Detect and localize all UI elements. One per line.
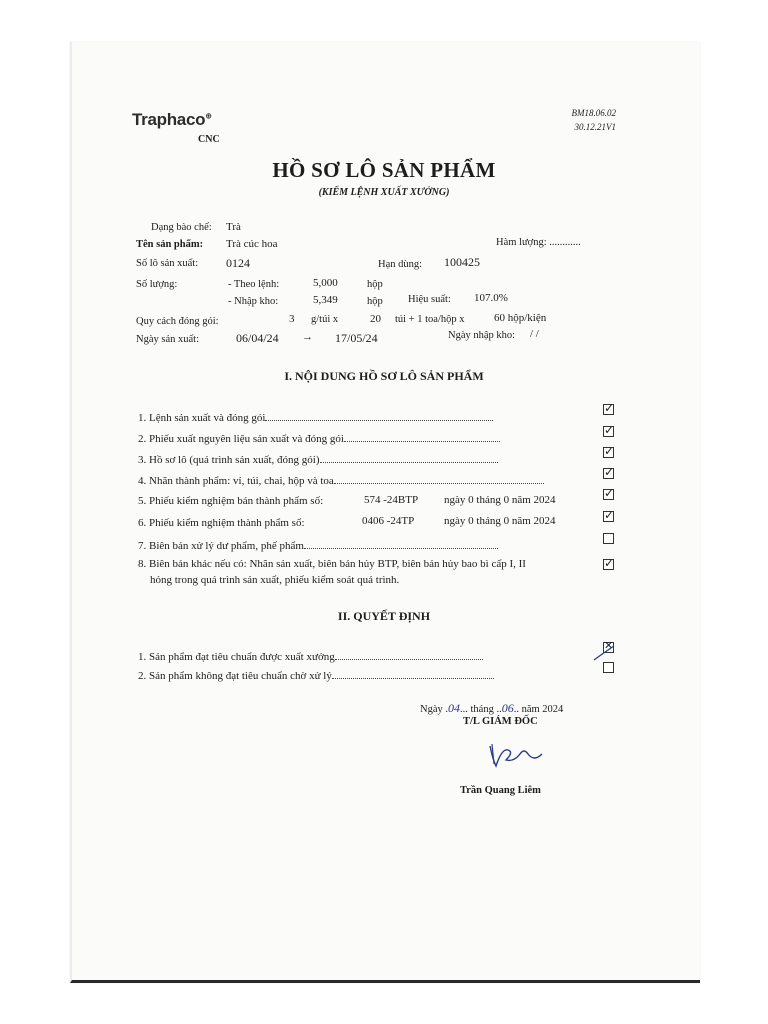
checkbox-item-4[interactable] — [603, 465, 615, 479]
content-item-8-line-2: hỏng trong quá trình sản xuất, phiếu kiểm soát quá trình. — [150, 574, 400, 586]
page-subtitle: (KIỂM LỆNH XUẤT XƯỞNG) — [318, 187, 450, 198]
logo-subtitle: CNC — [198, 134, 220, 145]
warehouse-in-value: 5,349 — [313, 294, 338, 306]
content-item-5: 5. Phiếu kiểm nghiệm bán thành phẩm số: — [138, 495, 324, 507]
dosage-form-label: Dạng bào chế: — [151, 222, 212, 233]
warehouse-date-label: Ngày nhập kho: — [448, 330, 516, 341]
checkbox-item-6[interactable] — [603, 508, 615, 522]
checkbox-item-3[interactable] — [603, 444, 615, 458]
production-date-to: 17/05/24 — [335, 331, 378, 345]
content-item-1: 1. Lệnh sản xuất và đóng gói — [138, 411, 493, 424]
production-date-from: 06/04/24 — [236, 331, 279, 345]
yield-value: 107.0% — [474, 292, 508, 304]
check-icon: ✓ — [604, 556, 615, 570]
product-name-label: Tên sản phẩm: — [136, 239, 204, 250]
decision-item-1: 1. Sản phẩm đạt tiêu chuẩn được xuất xưởng — [138, 650, 483, 663]
signature — [484, 738, 546, 772]
packing-bags: 20 — [370, 313, 381, 325]
content-item-8: 8. Biên bản khác nếu có: Nhãn sản xuất, biên bản hủy BTP, biên bản hủy bao bì cấp I, II — [138, 558, 526, 570]
item-6-date: ngày 0 tháng 0 năm 2024 — [444, 515, 556, 527]
packing-grams-unit: g/túi x — [311, 314, 339, 325]
checkbox-item-5[interactable] — [603, 486, 615, 500]
checkbox-item-8[interactable] — [603, 556, 615, 570]
per-order-value: 5,000 — [313, 277, 338, 289]
warehouse-in-unit: hộp — [367, 296, 383, 307]
per-order-unit: hộp — [367, 279, 383, 290]
section-1-title: I. NỘI DUNG HỒ SƠ LÔ SẢN PHẨM — [284, 369, 484, 383]
form-code: BM18.06.02 — [571, 108, 616, 118]
check-icon: ✓ — [604, 444, 615, 458]
content-item-7: 7. Biên bản xử lý dư phẩm, phế phẩm — [138, 539, 498, 552]
item-5-date: ngày 0 tháng 0 năm 2024 — [444, 494, 556, 506]
check-icon: ✓ — [604, 401, 615, 415]
packing-bags-unit: túi + 1 toa/hộp x — [395, 314, 465, 325]
expiry-label: Hạn dùng: — [378, 259, 423, 270]
item-6-number: 0406 -24TP — [362, 515, 415, 527]
section-2-title: II. QUYẾT ĐỊNH — [337, 609, 431, 623]
check-icon: ✓ — [604, 508, 615, 522]
product-name-value: Trà cúc hoa — [226, 238, 278, 250]
batch-number-label: Số lô sản xuất: — [136, 258, 199, 269]
expiry-value: 100425 — [444, 255, 480, 269]
warehouse-date-value: / / — [530, 328, 539, 340]
checkbox-decision-2[interactable] — [603, 662, 614, 673]
content-item-2: 2. Phiếu xuất nguyên liệu sản xuất và đóng gói — [138, 432, 500, 445]
content-item-6: 6. Phiếu kiểm nghiệm thành phẩm số: — [138, 517, 305, 529]
packing-grams: 3 — [289, 313, 295, 325]
content-item-3: 3. Hồ sơ lô (quá trình sản xuất, đóng gói) — [138, 453, 498, 466]
sign-date: Ngày .04... tháng ..06.. năm 2024 — [420, 701, 564, 715]
signer-role: T/L GIÁM ĐỐC — [463, 716, 538, 727]
yield-label: Hiệu suất: — [408, 294, 451, 305]
page-title: HỒ SƠ LÔ SẢN PHẨM — [272, 158, 496, 182]
check-icon: ✓ — [604, 486, 615, 500]
signer-name: Trần Quang Liêm — [460, 785, 541, 796]
decision-item-2: 2. Sản phẩm không đạt tiêu chuẩn chờ xử lý — [138, 669, 494, 682]
check-icon: ✓ — [604, 423, 615, 437]
checkbox-item-7[interactable] — [603, 533, 614, 544]
sign-day-value: 04 — [448, 701, 460, 715]
content-label: Hàm lượng: ............ — [496, 237, 581, 248]
check-icon: ✓ — [604, 465, 615, 479]
checkbox-item-1[interactable] — [603, 401, 615, 415]
date-arrow: → — [302, 331, 313, 343]
company-logo: Traphaco⊕ — [132, 110, 212, 129]
form-date: 30.12.21V1 — [574, 122, 616, 132]
cross-icon: ✕ — [604, 639, 614, 652]
quantity-label: Số lượng: — [136, 279, 178, 290]
per-order-label: - Theo lệnh: — [228, 279, 280, 290]
production-date-label: Ngày sản xuất: — [136, 334, 199, 345]
sign-month-value: 06 — [501, 701, 514, 715]
checkbox-item-2[interactable] — [603, 423, 615, 437]
handwritten-check-mark — [592, 639, 618, 664]
batch-number-value: 0124 — [226, 256, 250, 270]
dosage-form-value: Trà — [226, 221, 241, 233]
warehouse-in-label: - Nhập kho: — [228, 296, 279, 307]
content-item-4: 4. Nhãn thành phẩm: vỉ, túi, chai, hộp và toa — [138, 474, 544, 487]
packing-boxes: 60 hộp/kiện — [494, 312, 547, 324]
packing-spec-label: Quy cách đóng gói: — [136, 316, 219, 327]
item-5-number: 574 -24BTP — [364, 494, 419, 506]
